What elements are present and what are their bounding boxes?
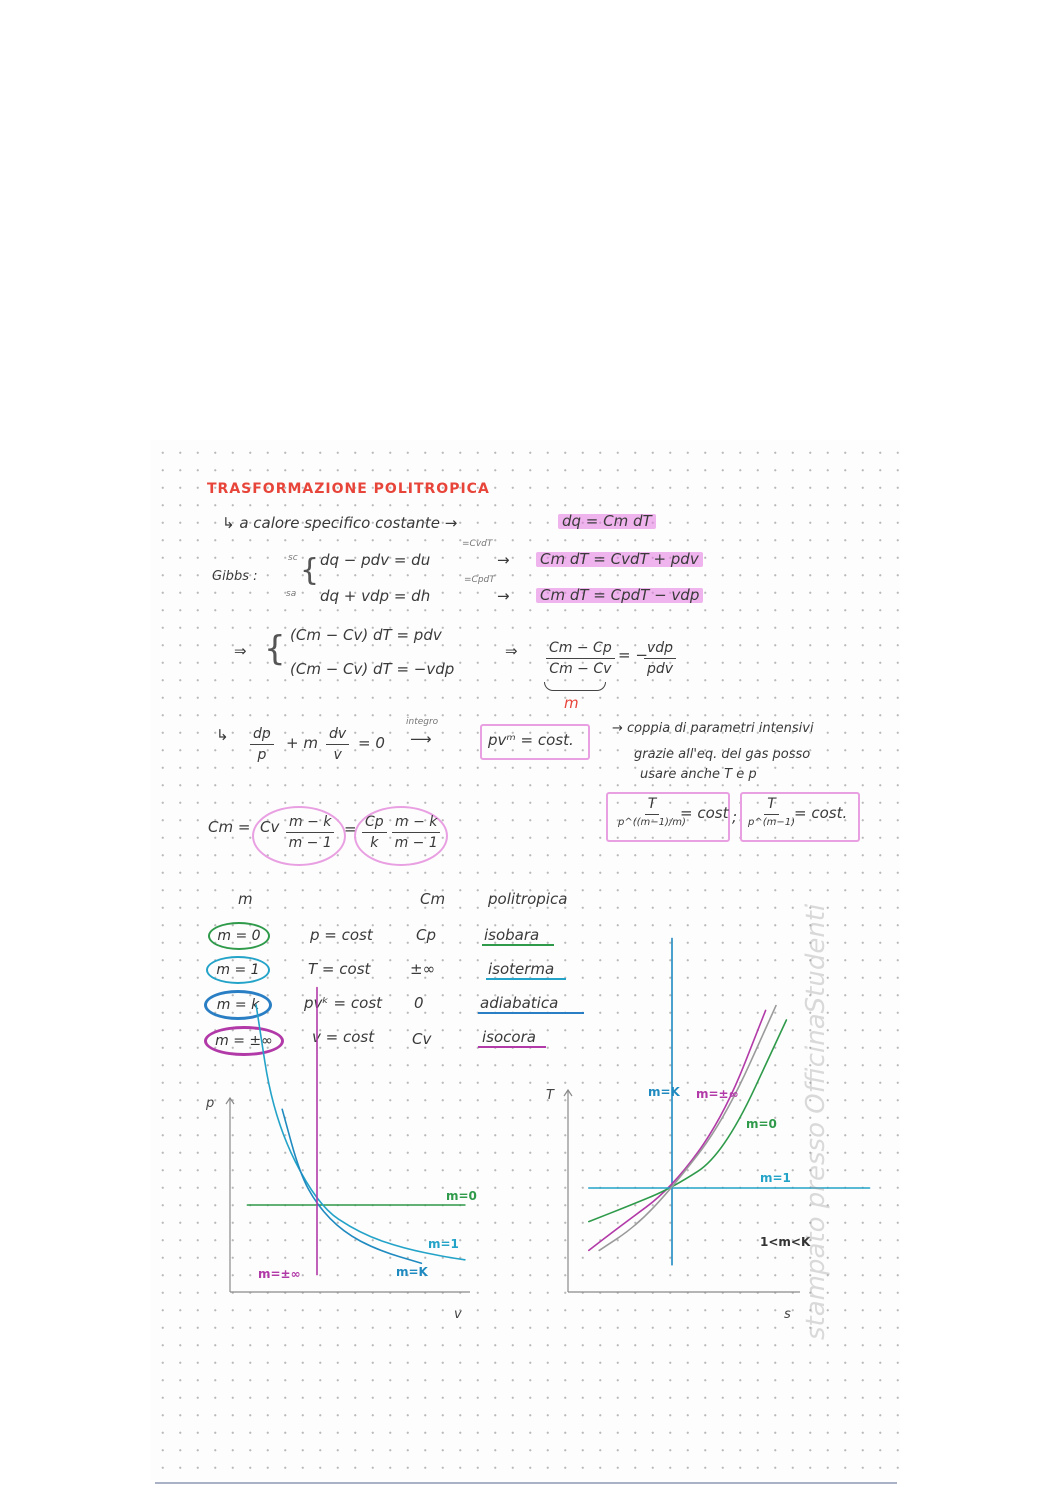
gibbs-sa: sa bbox=[286, 589, 297, 599]
table-cm-0: Cp bbox=[416, 926, 436, 944]
cm-eq: = bbox=[344, 820, 357, 838]
alt2-rhs: = cost. bbox=[794, 804, 848, 822]
system-arrow: ⇒ bbox=[234, 642, 247, 660]
table-row-m1: m = 1 bbox=[206, 956, 270, 984]
chart1-label-1: m=±∞ bbox=[696, 1087, 739, 1101]
table-row-mk: m = k bbox=[204, 990, 272, 1020]
alt2-num: T bbox=[764, 796, 779, 815]
rhs-num: vdp bbox=[644, 640, 676, 659]
table-header-name: politropica bbox=[488, 890, 568, 908]
dp-over-p bbox=[250, 726, 274, 763]
m-label: m bbox=[564, 694, 579, 712]
cm-frac2 bbox=[392, 814, 440, 851]
underline-0 bbox=[482, 944, 554, 946]
watermark-text: stampato presso OfficinaStudenti bbox=[801, 903, 831, 1340]
table-cm-1: ±∞ bbox=[410, 960, 436, 978]
t2-num: dv bbox=[326, 726, 349, 745]
system-brace: { bbox=[264, 629, 286, 669]
diffeq-arrow: ↳ bbox=[216, 726, 229, 744]
cm-k: k bbox=[370, 835, 379, 851]
system-lhs-fraction bbox=[546, 640, 615, 677]
eq-zero: = 0 bbox=[358, 734, 385, 752]
table-law-2: pvᵏ = cost bbox=[304, 994, 383, 1012]
gibbs-eq1-note: =CvdT bbox=[462, 539, 493, 549]
chart0-label-1: m=1 bbox=[428, 1237, 459, 1251]
cm-f2-num: m − k bbox=[392, 814, 440, 833]
table-law-0: p = cost bbox=[310, 926, 373, 944]
system-equals: = − bbox=[618, 646, 648, 664]
chart1-ylabel: T bbox=[546, 1088, 554, 1103]
table-law-3: v = cost bbox=[312, 1028, 375, 1046]
alt1-den: p^((m−1)/m) bbox=[618, 817, 686, 828]
underbrace bbox=[544, 682, 606, 691]
gibbs-sc: sc bbox=[288, 553, 298, 563]
system-rhs-fraction bbox=[644, 640, 676, 677]
cm-cp: Cp bbox=[362, 814, 387, 833]
chart0-xlabel: v bbox=[454, 1307, 462, 1322]
gibbs-brace: { bbox=[300, 553, 320, 588]
t1-num: dp bbox=[250, 726, 274, 745]
alt2-den: p^(m−1) bbox=[748, 817, 796, 828]
intro-formula: dq = Cm dT bbox=[558, 514, 656, 529]
table-name-2: adiabatica bbox=[480, 994, 559, 1012]
chart1-xlabel: s bbox=[784, 1307, 791, 1322]
cm-f1-num: m − k bbox=[286, 814, 334, 833]
gibbs-eq1-result: Cm dT = CvdT + pdv bbox=[536, 552, 703, 567]
underline-3 bbox=[478, 1046, 546, 1048]
alt1-rhs: = cost bbox=[680, 804, 729, 822]
chart1-label-4: 1<m<K bbox=[760, 1235, 811, 1249]
gibbs-eq2-result: Cm dT = CpdT − vdp bbox=[536, 588, 703, 603]
intro-text: ↳ a calore specifico costante → bbox=[222, 514, 458, 532]
system-eq1: (Cm − Cv) dT = pdv bbox=[290, 626, 442, 644]
gibbs-eq2-note: =CpdT bbox=[464, 575, 495, 585]
table-law-1: T = cost bbox=[308, 960, 371, 978]
cm-cp-k bbox=[362, 814, 387, 851]
cm-lhs: Cm = bbox=[208, 818, 251, 836]
chart0-label-0: m=0 bbox=[446, 1189, 477, 1203]
t1-den: p bbox=[257, 747, 267, 763]
alt1-num: T bbox=[645, 796, 660, 815]
page-title: TRASFORMAZIONE POLITROPICA bbox=[207, 481, 490, 497]
diffeq-result: pvᵐ = cost. bbox=[488, 731, 574, 749]
chart0-ylabel: p bbox=[206, 1096, 215, 1111]
chart1-label-0: m=K bbox=[648, 1085, 680, 1099]
alt-separator: ; bbox=[732, 808, 738, 826]
alt2-fraction bbox=[748, 796, 795, 828]
gibbs-eq1-arrow: → bbox=[497, 551, 510, 569]
note-line1: → coppia di parametri intensivi bbox=[612, 721, 814, 736]
system-eq2: (Cm − Cv) dT = −vdp bbox=[290, 660, 455, 678]
integro-label: integro bbox=[406, 717, 439, 727]
cm-f2-den: m − 1 bbox=[394, 835, 438, 851]
rhs-den: pdv bbox=[647, 661, 674, 677]
chart0-label-3: m=±∞ bbox=[258, 1267, 301, 1281]
table-header-cm: Cm bbox=[420, 890, 446, 908]
table-name-3: isocora bbox=[482, 1028, 536, 1046]
chart0-label-2: m=K bbox=[396, 1265, 428, 1279]
table-header-m: m bbox=[238, 890, 253, 908]
integro-arrow: ⟶ bbox=[410, 730, 432, 748]
table-row-m0: m = 0 bbox=[208, 922, 270, 950]
t2-den: v bbox=[333, 747, 342, 763]
table-cm-2: 0 bbox=[414, 994, 424, 1012]
table-row-minf: m = ±∞ bbox=[204, 1026, 284, 1056]
table-name-0: isobara bbox=[484, 926, 540, 944]
cm-f1-den: m − 1 bbox=[288, 835, 332, 851]
table-cm-3: Cv bbox=[412, 1030, 432, 1048]
frac-num: Cm − Cp bbox=[546, 640, 615, 659]
gibbs-label: Gibbs : bbox=[212, 569, 258, 584]
gibbs-eq2: dq + vdp = dh bbox=[320, 587, 431, 605]
cm-cv: Cv bbox=[260, 818, 280, 836]
note-line3: usare anche T e p bbox=[640, 767, 757, 782]
cm-frac1 bbox=[286, 814, 334, 851]
gibbs-eq2-arrow: → bbox=[497, 587, 510, 605]
note-line2: grazie all'eq. dei gas posso bbox=[634, 747, 811, 762]
frac-den: Cm − Cv bbox=[549, 661, 612, 677]
underline-1 bbox=[486, 978, 566, 980]
chart1-label-2: m=0 bbox=[746, 1117, 777, 1131]
alt1-fraction bbox=[618, 796, 686, 828]
plus-m: + m bbox=[286, 734, 318, 752]
watermark bbox=[801, 903, 835, 1340]
table-name-1: isoterma bbox=[488, 960, 555, 978]
underline-2 bbox=[478, 1012, 584, 1014]
system-arrow2: ⇒ bbox=[505, 642, 518, 660]
page-bottom-edge bbox=[155, 1482, 897, 1484]
chart1-label-3: m=1 bbox=[760, 1171, 791, 1185]
gibbs-eq1: dq − pdv = du bbox=[320, 551, 431, 569]
dv-over-v bbox=[326, 726, 349, 763]
